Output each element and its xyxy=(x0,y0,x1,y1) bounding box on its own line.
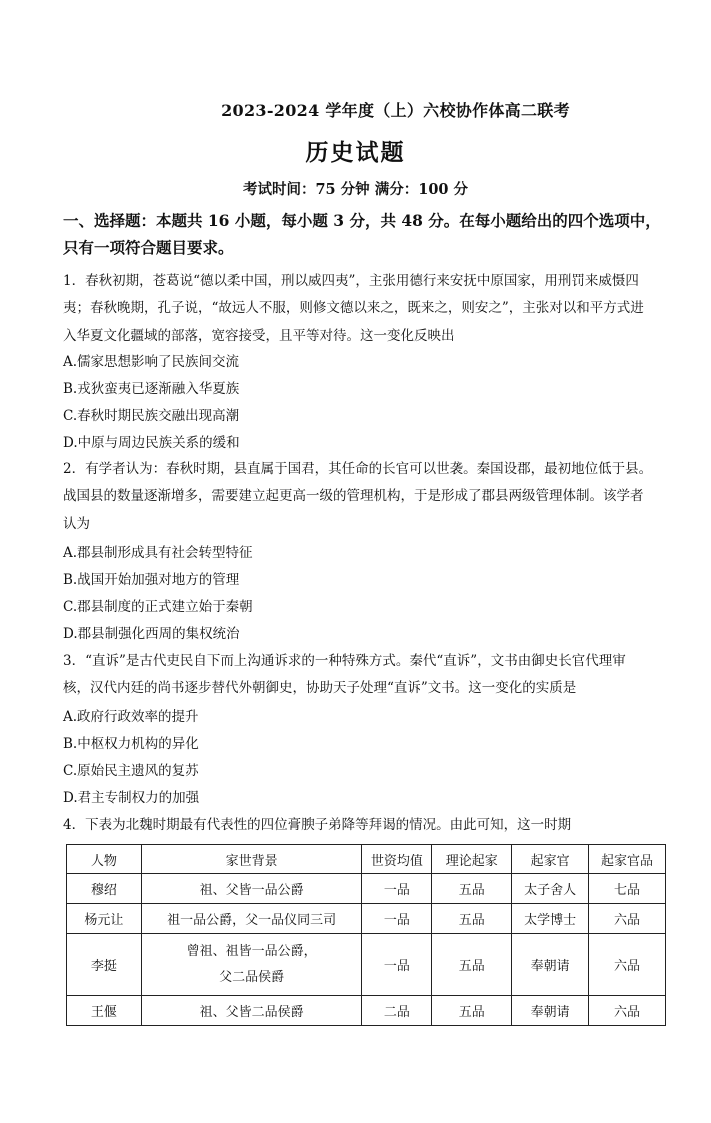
question-4-stem xyxy=(63,812,673,839)
table-cell: 太子舍人 xyxy=(512,874,589,904)
question-1-stem xyxy=(63,268,673,350)
table-header-cell: 世资均值 xyxy=(362,845,432,874)
stem-line: 核，汉代内廷的尚书逐步替代外朝御史，协助天子处理“直诉”文书。这一变化的实质是 xyxy=(63,680,577,697)
section-heading xyxy=(63,207,673,261)
table-cell: 六品 xyxy=(589,904,666,934)
stem-line: 战国县的数量逐渐增多，需要建立起更高一级的管理机构，于是形成了郡县两级管理体制。该学者 xyxy=(63,488,644,505)
table-cell: 一品 xyxy=(362,934,432,996)
question-1-option-d: D.中原与周边民族关系的缓和 xyxy=(63,435,240,451)
question-2-option-a: A.郡县制形成具有社会转型特征 xyxy=(63,545,253,561)
table-header-row xyxy=(67,845,666,874)
question-2-option-d: D.郡县制强化西周的集权统治 xyxy=(63,626,240,642)
question-3-stem xyxy=(63,648,673,703)
table-header-cell: 起家官 xyxy=(512,845,589,874)
table-cell: 一品 xyxy=(362,904,432,934)
question-2-option-c: C.郡县制度的正式建立始于秦朝 xyxy=(63,599,253,615)
section-heading-line: 一、选择题：本题共 16 小题，每小题 3 分，共 48 分。在每小题给出的四个选项中， xyxy=(63,211,661,230)
table-row xyxy=(67,934,666,996)
table-header-cell: 理论起家 xyxy=(432,845,512,874)
stem-line: 夷；春秋晚期，孔子说，“故远人不服，则修文德以来之，既来之，则安之”，主张对以和平方式进 xyxy=(63,300,644,317)
stem-line: 3．“直诉”是古代吏民自下而上沟通诉求的一种特殊方式。秦代“直诉”，文书由御史长官代理审 xyxy=(63,653,626,669)
table-cell: 一品 xyxy=(362,874,432,904)
table-row xyxy=(67,996,666,1026)
table-cell: 祖一品公爵，父一品仪同三司 xyxy=(141,904,362,934)
table-cell: 七品 xyxy=(589,874,666,904)
table-row xyxy=(67,904,666,934)
question-2-stem xyxy=(63,456,673,538)
table-cell: 太学博士 xyxy=(512,904,589,934)
question-1-option-a: A.儒家思想影响了民族间交流 xyxy=(63,354,240,370)
table-cell: 二品 xyxy=(362,996,432,1026)
stem-line: 入华夏文化疆域的部落，宽容接受，且平等对待。这一变化反映出 xyxy=(63,327,455,344)
table-header-cell: 起家官品 xyxy=(589,845,666,874)
question-1-option-c: C.春秋时期民族交融出现高潮 xyxy=(63,408,240,424)
table-header-cell: 家世背景 xyxy=(141,845,362,874)
question-3-option-b: B.中枢权力机构的异化 xyxy=(63,736,199,752)
table-cell: 祖、父皆二品侯爵 xyxy=(141,996,362,1026)
stem-line: 1．春秋初期，苍葛说“德以柔中国，刑以威四夷”，主张用德行来安抚中原国家，用刑罚来威慑四 xyxy=(63,273,639,289)
table-cell: 杨元让 xyxy=(67,904,142,934)
exam-name: 2023-2024 学年度（上）六校协作体高二联考 xyxy=(221,101,570,120)
table-cell: 王偃 xyxy=(67,996,142,1026)
table-cell: 六品 xyxy=(589,934,666,996)
stem-line: 2．有学者认为：春秋时期，县直属于国君，其任命的长官可以世袭。秦国设郡，最初地位低于县。 xyxy=(63,461,653,477)
table-cell: 五品 xyxy=(432,874,512,904)
stem-line: 4．下表为北魏时期最有代表性的四位膏腴子弟降等拜谒的情况。由此可知，这一时期 xyxy=(63,817,572,833)
question-1-option-b: B.戎狄蛮夷已逐渐融入华夏族 xyxy=(63,381,240,397)
stem-line: 认为 xyxy=(63,515,90,532)
question-2-option-b: B.战国开始加强对地方的管理 xyxy=(63,572,240,588)
table-cell: 奉朝请 xyxy=(512,934,589,996)
table-cell: 五品 xyxy=(432,904,512,934)
table-row xyxy=(67,874,666,904)
question-3-option-d: D.君主专制权力的加强 xyxy=(63,790,200,806)
table-cell: 六品 xyxy=(589,996,666,1026)
subject-title: 历史试题 xyxy=(305,139,406,166)
table-cell: 奉朝请 xyxy=(512,996,589,1026)
exam-info: 考试时间：75 分钟 满分：100 分 xyxy=(242,181,469,198)
table-cell: 李挺 xyxy=(67,934,142,996)
data-table xyxy=(66,844,666,1026)
table-cell: 穆绍 xyxy=(67,874,142,904)
question-3-option-a: A.政府行政效率的提升 xyxy=(63,709,199,725)
table-cell: 曾祖、祖皆一品公爵， 父二品侯爵 xyxy=(141,934,362,996)
section-heading-line: 只有一项符合题目要求。 xyxy=(63,238,234,257)
table-cell: 祖、父皆一品公爵 xyxy=(141,874,362,904)
table-cell: 五品 xyxy=(432,996,512,1026)
table-cell: 五品 xyxy=(432,934,512,996)
table-header-cell: 人物 xyxy=(67,845,142,874)
question-3-option-c: C.原始民主遗风的复苏 xyxy=(63,763,199,779)
